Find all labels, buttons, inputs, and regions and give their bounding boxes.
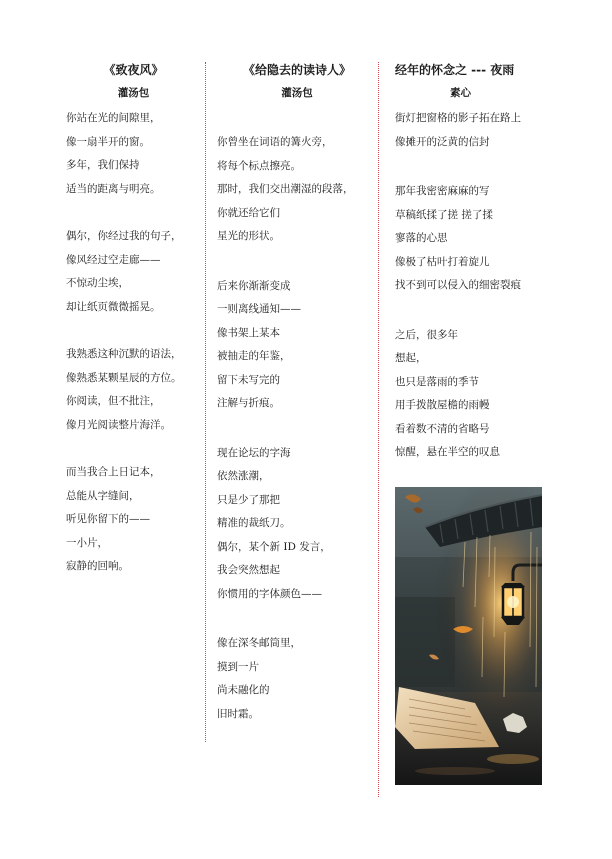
stanza: [66, 461, 201, 579]
poem-line: 却让纸页微微摇晃。: [66, 300, 161, 313]
poem-author: 素心: [450, 87, 471, 99]
poem-line: 你曾坐在词语的篝火旁，: [217, 136, 333, 148]
poem-line: 像书架上某本: [217, 326, 280, 339]
poem-line: 我熟悉这种沉默的语法，: [66, 348, 182, 360]
poem-line: 后来你渐渐变成: [217, 279, 291, 292]
poem-line: 像月光阅读整片海洋。: [66, 418, 171, 431]
stanza: [395, 324, 555, 465]
poem-line: 惊醒，悬在半空的叹息: [395, 446, 500, 458]
column-divider: [378, 62, 379, 797]
poem-line: 像风经过空走廊——: [66, 253, 161, 266]
poem-author: 灌汤包: [281, 87, 313, 99]
poem-line: 街灯把窗格的影子拓在路上: [395, 112, 521, 124]
poem-line: 像在深冬邮筒里，: [217, 637, 301, 649]
poem-title: 《致夜风》: [103, 63, 164, 77]
stanza: [217, 131, 377, 249]
poem-line: 多年，我们保持: [66, 159, 140, 171]
poem-line: 适当的距离与明亮。: [66, 182, 161, 195]
stanza: [66, 225, 201, 319]
poem-author: 灌汤包: [117, 87, 150, 99]
column-divider: [205, 62, 206, 742]
poem-line: 之后，很多年: [395, 328, 458, 341]
poem-line: 寂静的回响。: [66, 560, 129, 572]
poem-line: 摸到一片: [217, 660, 259, 673]
stanza: [66, 343, 201, 437]
poem-line: 旧时霜。: [217, 707, 259, 720]
poem-line: 你惯用的字体颜色——: [217, 587, 322, 600]
poem-title: 经年的怀念之 --- 夜雨: [395, 63, 515, 77]
poem-title: 《给隐去的读诗人》: [242, 63, 351, 77]
poem-line: 依然涨潮，: [217, 470, 270, 482]
poem-line: 将每个标点擦亮。: [217, 159, 301, 172]
poem-line: 一小片，: [66, 536, 108, 549]
poem-line: 看着数不清的省略号: [395, 422, 490, 435]
poem-line: 草稿纸揉了搓 搓了揉: [395, 208, 493, 221]
poem-line: 只是少了那把: [217, 493, 280, 506]
poem-line: 用手拨散屋檐的雨幔: [395, 399, 490, 411]
poem-line: 一则离线通知——: [217, 303, 301, 315]
poem-column-3: [395, 60, 555, 465]
poem-line: 精准的裁纸刀。: [217, 517, 291, 529]
poem-line: 不惊动尘埃，: [66, 277, 129, 289]
rainy-night-illustration: [395, 487, 542, 785]
poem-line: 我会突然想起: [217, 564, 280, 576]
poem-line: 你站在光的间隙里，: [66, 112, 161, 124]
poem-line: 偶尔，你经过我的句子，: [66, 230, 182, 242]
poem-line: 注解与折痕。: [217, 397, 280, 409]
stanza: [217, 632, 377, 726]
poem-line: 那时，我们交出潮湿的段落，: [217, 183, 354, 195]
poem-line: 你阅读，但不批注，: [66, 395, 161, 407]
stanza: [395, 180, 555, 298]
stanza: [395, 107, 555, 154]
stanza: [217, 275, 377, 416]
poem-line: 偶尔，某个新 ID 发言，: [217, 540, 331, 553]
poem-line: 被抽走的年鉴，: [217, 350, 291, 362]
poem-line: 那年我密密麻麻的写: [395, 185, 490, 197]
stanza: [66, 107, 201, 201]
poem-line: 像一扇半开的窗。: [66, 135, 150, 148]
poem-line: 总能从字缝间，: [66, 489, 140, 502]
poem-line: 留下未写完的: [217, 373, 280, 386]
poem-line: 像熟悉某颗星辰的方位。: [66, 371, 182, 384]
poem-line: 像摊开的泛黄的信封: [395, 135, 490, 148]
poem-line: 也只是落雨的季节: [395, 375, 479, 388]
poem-line: 像极了枯叶打着旋儿: [395, 255, 490, 268]
stanza: [217, 442, 377, 607]
poem-line: 找不到可以侵入的细密裂痕: [395, 279, 521, 291]
poem-line: 想起，: [395, 352, 427, 364]
poem-line: 寥落的心思: [395, 232, 448, 244]
poem-line: 你就还给它们: [217, 206, 280, 219]
poem-line: 听见你留下的——: [66, 513, 150, 525]
poem-line: 现在论坛的字海: [217, 446, 291, 459]
poem-line: 星光的形状。: [217, 230, 280, 242]
poem-line: 尚未融化的: [217, 684, 270, 696]
poem-column-2: [217, 60, 377, 726]
poem-line: 而当我合上日记本，: [66, 466, 161, 478]
poem-column-1: [66, 60, 201, 579]
